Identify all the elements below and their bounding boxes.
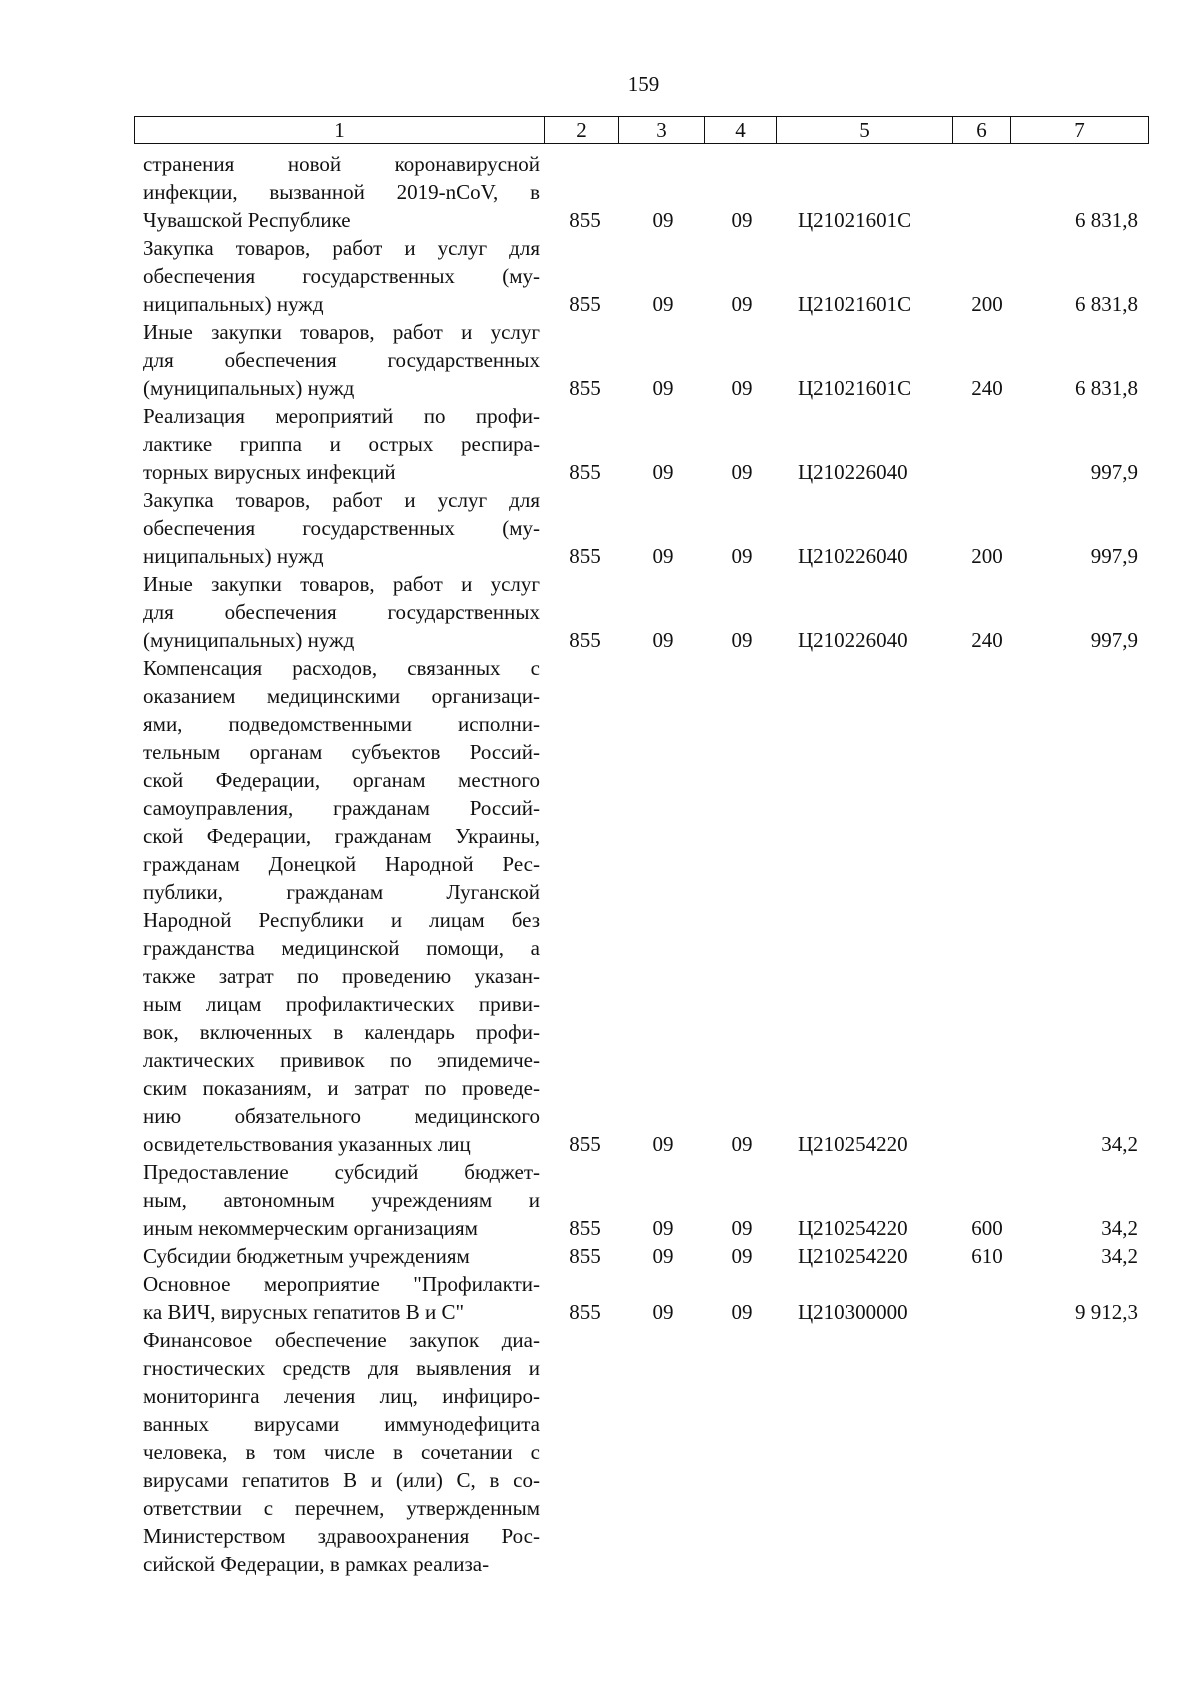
description-line: гностических средств для выявления и <box>143 1356 540 1380</box>
expense-type-code: 200 <box>971 292 1003 316</box>
row-description <box>143 402 540 486</box>
description-line: ской Федерации, гражданам Украины, <box>143 824 540 848</box>
target-article-code: Ц21021601С <box>798 208 912 232</box>
target-article-code: Ц210226040 <box>798 544 908 568</box>
description-line: оказанием медицинскими организаци- <box>143 684 540 708</box>
description-line: ванных вирусами иммунодефицита <box>143 1412 540 1436</box>
description-line: обеспечения государственных (му- <box>143 516 540 540</box>
description-line: ответствии с перечнем, утвержденным <box>143 1496 540 1520</box>
section-code: 09 <box>652 460 674 484</box>
row-description <box>143 1326 540 1578</box>
amount: 997,9 <box>1090 460 1138 484</box>
description-line: публики, гражданам Луганской <box>143 880 540 904</box>
amount: 34,2 <box>1101 1132 1138 1156</box>
amount: 34,2 <box>1101 1216 1138 1240</box>
description-line: мониторинга лечения лиц, инфициро- <box>143 1384 540 1408</box>
expense-type-code: 610 <box>971 1244 1003 1268</box>
table-row <box>0 402 1200 486</box>
subsection-code: 09 <box>731 292 753 316</box>
target-article-code: Ц210254220 <box>798 1244 908 1268</box>
target-article-code <box>798 1550 928 1578</box>
amount: 6 831,8 <box>1075 208 1138 232</box>
description-line: нию обязательного медицинского <box>143 1104 540 1128</box>
expense-type-code: 240 <box>971 628 1003 652</box>
description-line: странения новой коронавирусной <box>143 152 540 176</box>
column-header-7: 7 <box>1011 117 1149 144</box>
section-code: 09 <box>652 1300 674 1324</box>
description-line: сийской Федерации, в рамках реализа- <box>143 1552 490 1576</box>
description-line: Финансовое обеспечение закупок диа- <box>143 1328 540 1352</box>
description-line: Иные закупки товаров, работ и услуг <box>143 320 540 344</box>
target-article-code: Ц210226040 <box>798 460 908 484</box>
subsection-code: 09 <box>731 460 753 484</box>
column-header-1: 1 <box>135 117 545 144</box>
column-header-6: 6 <box>953 117 1011 144</box>
description-line: для обеспечения государственных <box>143 600 540 624</box>
description-line: (муниципальных) нужд <box>143 376 355 400</box>
amount: 997,9 <box>1090 544 1138 568</box>
description-line: человека, в том числе в сочетании с <box>143 1440 540 1464</box>
description-line: вок, включенных в календарь профи- <box>143 1020 540 1044</box>
table-row <box>0 150 1200 234</box>
description-line: самоуправления, гражданам Россий- <box>143 796 540 820</box>
subsection-code: 09 <box>731 1132 753 1156</box>
department-code: 855 <box>569 1300 601 1324</box>
description-line: обеспечения государственных (му- <box>143 264 540 288</box>
amount: 6 831,8 <box>1075 376 1138 400</box>
description-line: Предоставление субсидий бюджет- <box>143 1160 540 1184</box>
row-description <box>143 1242 540 1270</box>
row-description <box>143 486 540 570</box>
target-article-code: Ц210254220 <box>798 1132 908 1156</box>
subsection-code: 09 <box>731 1244 753 1268</box>
amount: 997,9 <box>1090 628 1138 652</box>
department-code <box>560 1550 610 1578</box>
description-line: (муниципальных) нужд <box>143 628 355 652</box>
subsection-code: 09 <box>731 628 753 652</box>
target-article-code: Ц210226040 <box>798 628 908 652</box>
description-line: ским показаниям, и затрат по проведе- <box>143 1076 540 1100</box>
department-code: 855 <box>569 1132 601 1156</box>
expense-type-code: 600 <box>971 1216 1003 1240</box>
target-article-code: Ц21021601С <box>798 376 912 400</box>
description-line: Компенсация расходов, связанных с <box>143 656 540 680</box>
expense-type-code: 200 <box>971 544 1003 568</box>
description-line: гражданам Донецкой Народной Рес- <box>143 852 540 876</box>
table-row <box>0 1242 1200 1270</box>
subsection-code: 09 <box>731 208 753 232</box>
target-article-code: Ц21021601С <box>798 292 912 316</box>
column-header-5: 5 <box>777 117 953 144</box>
department-code: 855 <box>569 376 601 400</box>
section-code: 09 <box>652 376 674 400</box>
description-line: торных вирусных инфекций <box>143 460 396 484</box>
section-code: 09 <box>652 292 674 316</box>
page-number: 159 <box>627 72 660 96</box>
description-line: Иные закупки товаров, работ и услуг <box>143 572 540 596</box>
description-line: Министерством здравоохранения Рос- <box>143 1524 540 1548</box>
target-article-code: Ц210300000 <box>798 1300 908 1324</box>
subsection-code: 09 <box>731 1300 753 1324</box>
row-description <box>143 570 540 654</box>
row-description <box>143 318 540 402</box>
section-code: 09 <box>652 1216 674 1240</box>
section-code: 09 <box>652 208 674 232</box>
description-line: Закупка товаров, работ и услуг для <box>143 488 540 512</box>
table-row <box>0 318 1200 402</box>
subsection-code: 09 <box>731 544 753 568</box>
description-line: гражданства медицинской помощи, а <box>143 936 540 960</box>
column-header-row <box>135 117 1149 144</box>
table-row <box>0 1326 1200 1578</box>
table-row <box>0 1158 1200 1242</box>
section-code: 09 <box>652 1132 674 1156</box>
column-header-3: 3 <box>619 117 705 144</box>
description-line: ным лицам профилактических приви- <box>143 992 540 1016</box>
section-code: 09 <box>652 544 674 568</box>
amount: 6 831,8 <box>1075 292 1138 316</box>
amount: 9 912,3 <box>1075 1300 1138 1324</box>
subsection-code: 09 <box>731 376 753 400</box>
description-line: ниципальных) нужд <box>143 292 324 316</box>
description-line: для обеспечения государственных <box>143 348 540 372</box>
target-article-code: Ц210254220 <box>798 1216 908 1240</box>
column-header-table <box>134 116 1149 144</box>
description-line: ниципальных) нужд <box>143 544 324 568</box>
row-description <box>143 150 540 234</box>
section-code <box>638 1550 688 1578</box>
table-row <box>0 1270 1200 1326</box>
table-row <box>0 486 1200 570</box>
section-code: 09 <box>652 628 674 652</box>
row-description <box>143 1270 540 1326</box>
row-description <box>143 654 540 1158</box>
description-line: Основное мероприятие "Профилакти- <box>143 1272 540 1296</box>
department-code: 855 <box>569 1216 601 1240</box>
description-line: лактике гриппа и острых респира- <box>143 432 540 456</box>
description-line: Народной Республики и лицам без <box>143 908 540 932</box>
subsection-code: 09 <box>731 1216 753 1240</box>
department-code: 855 <box>569 460 601 484</box>
description-line: ями, подведомственными исполни- <box>143 712 540 736</box>
description-line: Чувашской Республике <box>143 208 351 232</box>
department-code: 855 <box>569 544 601 568</box>
description-line: Субсидии бюджетным учреждениям <box>143 1244 470 1268</box>
table-row <box>0 570 1200 654</box>
section-code: 09 <box>652 1244 674 1268</box>
amount: 34,2 <box>1101 1244 1138 1268</box>
table-row <box>0 234 1200 318</box>
description-line: Закупка товаров, работ и услуг для <box>143 236 540 260</box>
description-line: иным некоммерческим организациям <box>143 1216 478 1240</box>
column-header-4: 4 <box>705 117 777 144</box>
description-line: освидетельствования указанных лиц <box>143 1132 471 1156</box>
description-line: ка ВИЧ, вирусных гепатитов B и C" <box>143 1300 465 1324</box>
description-line: Реализация мероприятий по профи- <box>143 404 540 428</box>
description-line: лактических прививок по эпидемиче- <box>143 1048 540 1072</box>
department-code: 855 <box>569 1244 601 1268</box>
expense-type-code: 240 <box>971 376 1003 400</box>
amount <box>1000 1550 1138 1578</box>
subsection-code <box>717 1550 767 1578</box>
row-description <box>143 1158 540 1242</box>
budget-table-body <box>0 150 1200 1578</box>
description-line: вирусами гепатитов B и (или) C, в со- <box>143 1468 540 1492</box>
department-code: 855 <box>569 292 601 316</box>
description-line: также затрат по проведению указан- <box>143 964 540 988</box>
department-code: 855 <box>569 628 601 652</box>
description-line: ным, автономным учреждениям и <box>143 1188 540 1212</box>
description-line: ской Федерации, органам местного <box>143 768 540 792</box>
description-line: тельным органам субъектов Россий- <box>143 740 540 764</box>
department-code: 855 <box>569 208 601 232</box>
table-row <box>0 654 1200 1158</box>
column-header-2: 2 <box>545 117 619 144</box>
row-description <box>143 234 540 318</box>
description-line: инфекции, вызванной 2019-nCoV, в <box>143 180 540 204</box>
